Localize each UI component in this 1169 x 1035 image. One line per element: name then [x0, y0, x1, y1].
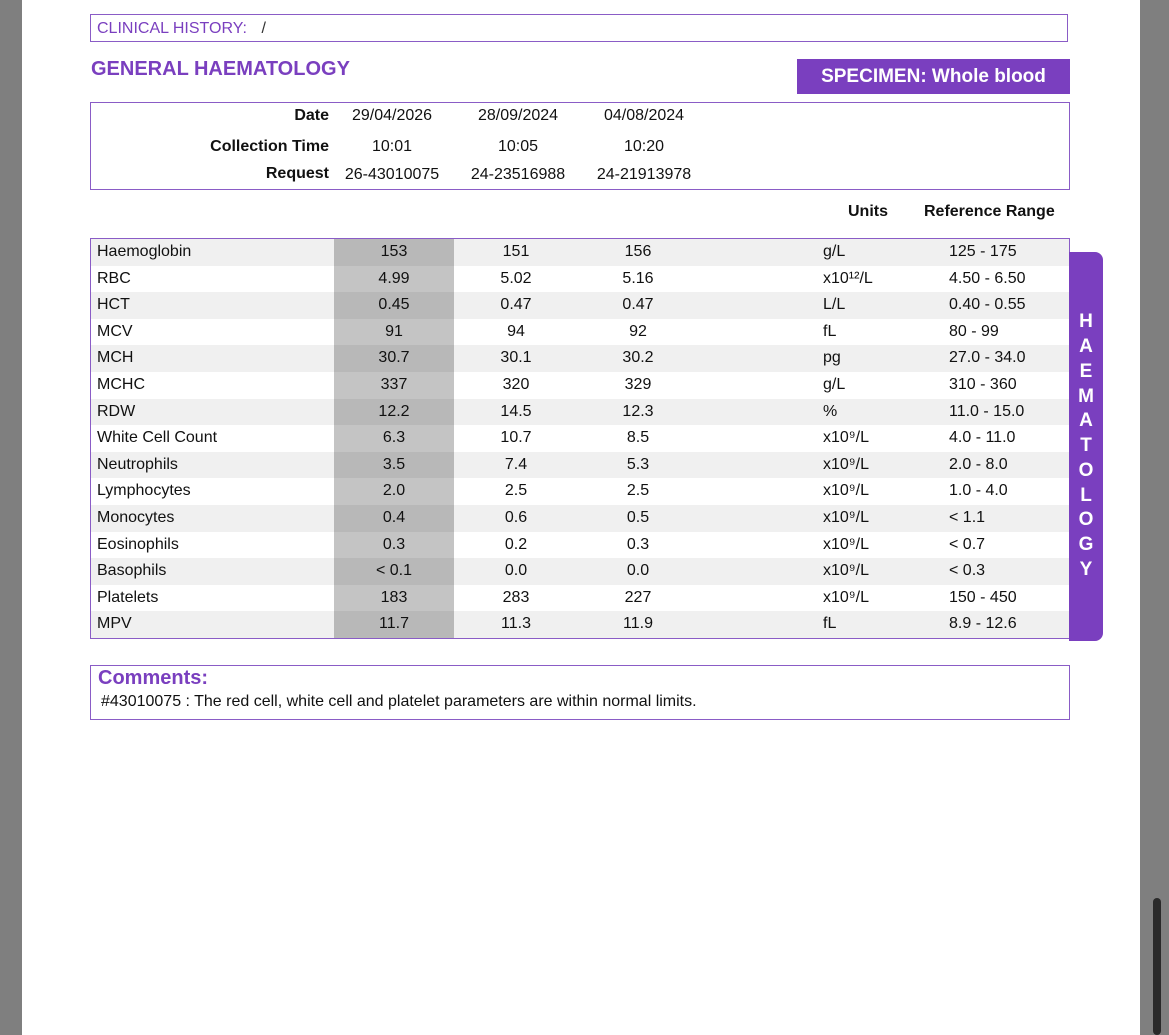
result-value-3: 5.16: [622, 269, 654, 287]
reference-range: 150 - 450: [949, 588, 1017, 606]
reference-range: 11.0 - 15.0: [949, 402, 1025, 420]
result-row: [91, 292, 1069, 319]
reference-range: 0.40 - 0.55: [949, 296, 1026, 314]
test-unit: g/L: [823, 376, 846, 393]
test-unit: x10⁹/L: [823, 535, 869, 553]
side-tab-letter: M: [1078, 385, 1094, 407]
test-unit: %: [823, 402, 838, 420]
units-header: Units: [848, 203, 888, 220]
result-value-3: 0.3: [626, 535, 650, 553]
test-name: RBC: [97, 269, 131, 287]
request-2: 24-23516988: [470, 166, 566, 183]
test-unit: x10⁹/L: [823, 429, 869, 447]
result-value-3: 11.9: [623, 615, 653, 633]
result-row: [91, 345, 1069, 372]
result-value-1: 0.45: [378, 296, 410, 314]
result-value-1: 0.3: [382, 535, 406, 553]
result-value-3: 8.5: [626, 429, 650, 447]
result-row: [91, 478, 1069, 505]
result-value-2: 283: [502, 588, 530, 606]
result-value-2: 0.6: [504, 509, 528, 526]
test-unit: fL: [823, 322, 837, 340]
test-name: Platelets: [97, 588, 159, 606]
date-1: 29/04/2026: [351, 107, 433, 124]
side-tab-letter: O: [1078, 509, 1094, 531]
request-label: Request: [265, 165, 329, 182]
result-value-1: 153: [380, 243, 408, 260]
result-value-3: 30.2: [622, 349, 654, 367]
result-value-2: 0.47: [500, 296, 532, 314]
side-tab-letter: G: [1078, 534, 1094, 556]
comments-box: [90, 665, 1070, 720]
test-unit: x10¹²/L: [823, 269, 873, 287]
test-name: MCHC: [97, 376, 145, 393]
result-value-2: 0.0: [504, 562, 528, 580]
request-1: 26-43010075: [344, 166, 440, 183]
side-tab-letter: H: [1079, 311, 1093, 333]
result-value-1: 2.0: [382, 482, 406, 500]
comments-text: #43010075 : The red cell, white cell and platelet parameters are within normal limits.: [101, 693, 697, 710]
result-value-3: 0.0: [626, 562, 650, 580]
result-row: [91, 319, 1069, 346]
result-value-1: 91: [385, 322, 403, 340]
result-value-1: 30.7: [378, 349, 410, 367]
test-name: HCT: [97, 296, 130, 314]
result-value-1: 4.99: [378, 269, 410, 287]
test-unit: fL: [823, 615, 837, 633]
time-3: 10:20: [623, 138, 665, 155]
result-value-1: 6.3: [382, 429, 406, 447]
collection-label: Collection Time: [210, 138, 329, 155]
section-title: GENERAL HAEMATOLOGY: [91, 58, 350, 80]
clinical-history-value: /: [261, 20, 266, 37]
result-value-2: 94: [507, 322, 525, 340]
result-row: [91, 558, 1069, 585]
result-value-1: 11.7: [379, 615, 409, 633]
reference-range: 4.0 - 11.0: [949, 429, 1016, 447]
side-tab-letter: A: [1079, 335, 1093, 357]
test-name: MCV: [97, 322, 133, 340]
side-tab-letter: L: [1080, 484, 1092, 506]
result-row: [91, 611, 1069, 638]
result-value-2: 320: [502, 376, 530, 393]
results-table: [90, 238, 1070, 639]
result-row: [91, 372, 1069, 399]
result-value-3: 227: [624, 588, 652, 606]
reference-range: < 1.1: [949, 509, 986, 526]
result-row: [91, 239, 1069, 266]
result-value-3: 92: [629, 322, 647, 340]
result-value-1: < 0.1: [375, 562, 413, 580]
time-1: 10:01: [371, 138, 413, 155]
result-value-3: 156: [624, 243, 652, 260]
test-name: Basophils: [97, 562, 167, 580]
request-header: [90, 102, 1070, 190]
clinical-history-label: CLINICAL HISTORY:: [97, 20, 247, 37]
time-2: 10:05: [497, 138, 539, 155]
result-value-1: 183: [380, 588, 408, 606]
side-tab-letter: E: [1079, 360, 1093, 382]
date-row: [91, 107, 1069, 131]
side-tab-letter: T: [1080, 435, 1092, 457]
result-value-3: 2.5: [626, 482, 650, 500]
result-row: [91, 532, 1069, 559]
result-value-2: 14.5: [500, 402, 532, 420]
reference-range: < 0.7: [949, 535, 986, 553]
test-name: White Cell Count: [97, 429, 218, 447]
reference-range: 310 - 360: [949, 376, 1017, 393]
reference-range: 2.0 - 8.0: [949, 455, 1008, 473]
result-row: [91, 266, 1069, 293]
test-unit: L/L: [823, 296, 846, 314]
test-unit: pg: [823, 349, 841, 367]
reference-range: 8.9 - 12.6: [949, 615, 1017, 633]
result-value-3: 329: [624, 376, 652, 393]
result-value-2: 10.7: [500, 429, 532, 447]
result-row: [91, 505, 1069, 532]
request-row: [91, 165, 1069, 189]
result-value-2: 7.4: [504, 455, 528, 473]
test-name: Neutrophils: [97, 455, 178, 473]
result-row: [91, 425, 1069, 452]
reference-range: 27.0 - 34.0: [949, 349, 1026, 367]
result-row: [91, 452, 1069, 479]
test-name: Eosinophils: [97, 535, 179, 553]
haematology-side-tab: [1069, 252, 1103, 641]
reference-range: 125 - 175: [949, 243, 1017, 260]
collection-row: [91, 138, 1069, 162]
side-tab-letter: Y: [1079, 559, 1093, 581]
test-unit: x10⁹/L: [823, 588, 869, 606]
reference-range-header: Reference Range: [924, 203, 1055, 220]
result-value-1: 12.2: [378, 402, 410, 420]
test-unit: x10⁹/L: [823, 482, 869, 500]
result-value-1: 0.4: [382, 509, 406, 526]
result-value-2: 30.1: [500, 349, 532, 367]
test-unit: x10⁹/L: [823, 509, 869, 526]
side-tab-letter: A: [1079, 410, 1093, 432]
result-value-3: 0.47: [622, 296, 654, 314]
result-value-2: 5.02: [500, 269, 532, 287]
test-unit: g/L: [823, 243, 846, 260]
result-value-2: 0.2: [504, 535, 528, 553]
result-value-3: 12.3: [622, 402, 654, 420]
scrollbar-thumb[interactable]: [1153, 898, 1161, 1035]
date-2: 28/09/2024: [477, 107, 559, 124]
result-row: [91, 585, 1069, 612]
result-value-2: 11.3: [501, 615, 531, 633]
result-value-1: 3.5: [382, 455, 406, 473]
result-value-3: 5.3: [626, 455, 650, 473]
test-unit: x10⁹/L: [823, 455, 869, 473]
result-value-2: 2.5: [504, 482, 528, 500]
result-value-3: 0.5: [626, 509, 650, 526]
test-name: Haemoglobin: [97, 243, 192, 260]
reference-range: < 0.3: [949, 562, 986, 580]
reference-range: 1.0 - 4.0: [949, 482, 1008, 500]
specimen-badge: SPECIMEN: Whole blood: [797, 59, 1070, 94]
test-name: Monocytes: [97, 509, 175, 526]
test-name: Lymphocytes: [97, 482, 191, 500]
test-name: MPV: [97, 615, 132, 633]
result-value-1: 337: [380, 376, 408, 393]
clinical-history-box: [90, 14, 1068, 42]
test-name: RDW: [97, 402, 136, 420]
request-3: 24-21913978: [596, 166, 692, 183]
side-tab-letter: O: [1078, 459, 1094, 481]
date-label: Date: [294, 107, 329, 124]
test-name: MCH: [97, 349, 134, 367]
comments-title: Comments:: [98, 667, 209, 689]
result-value-2: 151: [502, 243, 530, 260]
reference-range: 80 - 99: [949, 322, 999, 340]
date-3: 04/08/2024: [603, 107, 685, 124]
result-row: [91, 399, 1069, 426]
reference-range: 4.50 - 6.50: [949, 269, 1026, 287]
test-unit: x10⁹/L: [823, 562, 869, 580]
